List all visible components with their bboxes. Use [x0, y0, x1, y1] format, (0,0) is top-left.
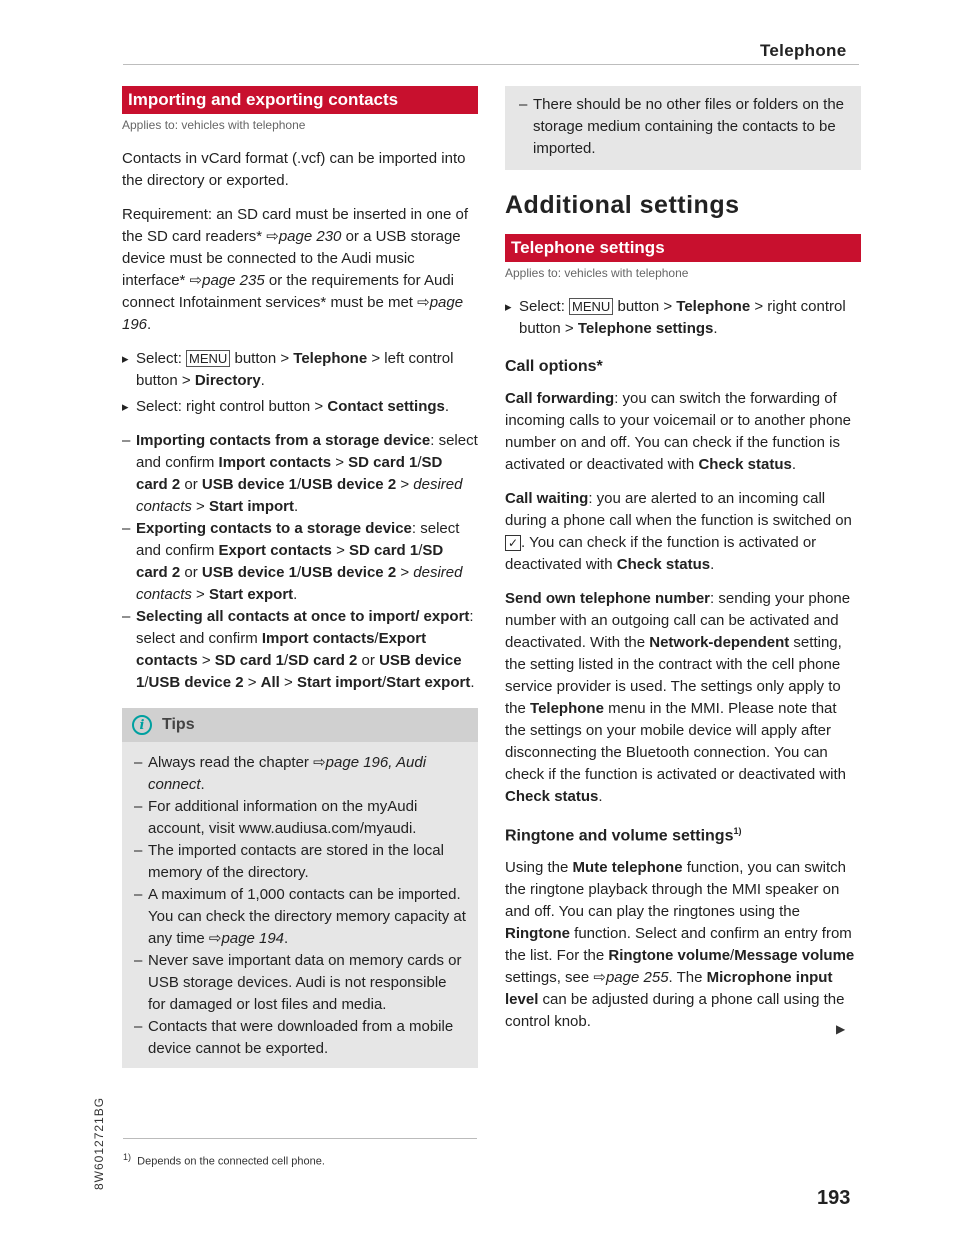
subheading-ringtone-volume: Ringtone and volume settings$^{1)}$ — [505, 826, 742, 845]
list-item: – Importing contacts from a storage device: select and confirm Import contacts > SD card 1/SD card 2 or USB device 1/USB device 2 > desired contacts > Start import. — [122, 430, 478, 518]
page-ref[interactable]: page 196 — [122, 294, 464, 333]
tips-title: Tips — [162, 716, 195, 733]
ref-arrow-icon: ⇨ — [417, 294, 430, 311]
right-column — [505, 86, 861, 1045]
document-id: 8W6012721BG — [92, 1096, 106, 1190]
page-ref[interactable]: page 194 — [221, 930, 285, 947]
continue-arrow-icon: ▶ — [836, 1022, 846, 1036]
call-waiting-paragraph: Call waiting: you are alerted to an incoming call during a phone call when the function is switched on ✓ . You can check if the function is activated or deactivated with Check status. — [505, 490, 852, 573]
step-select-directory: ▸ Select: MENU button > Telephone > left control button > Directory. — [122, 348, 478, 392]
continued-box — [505, 86, 861, 170]
page-ref[interactable]: page 230 — [278, 228, 342, 245]
page-number: 193 — [817, 1187, 851, 1209]
tip-item: – Always read the chapter ⇨page 196, Audi connect. — [134, 752, 466, 796]
step-select-telephone-settings: ▸ Select: MENU button > Telephone > right control button > Telephone settings. — [505, 296, 861, 340]
footnote-rule — [123, 1138, 477, 1139]
left-column — [122, 86, 478, 1068]
section-title: Telephone settings — [505, 234, 861, 262]
tip-item: – A maximum of 1,000 contacts can be imported. You can check the directory memory capacity at any time ⇨page 194. — [134, 884, 466, 950]
tip-item: – Never save important data on memory cards or USB storage devices. Audi is not responsible for damaged or lost files and media. — [134, 950, 466, 1016]
menu-key: MENU — [186, 350, 230, 367]
tips-header — [122, 708, 478, 742]
applies-note: Applies to: vehicles with telephone — [505, 266, 689, 280]
checkbox-icon: ✓ — [505, 535, 521, 551]
tip-item: – Contacts that were downloaded from a mobile device cannot be exported. — [134, 1016, 466, 1060]
tips-box — [122, 742, 478, 1068]
list-item: – Selecting all contacts at once to import/ export: select and confirm Import contacts/Export contacts > SD card 1/SD card 2 or USB device 1/USB device 2 > All > Start import/Start export. — [122, 606, 478, 694]
list-item: – There should be no other files or folders on the storage medium containing the contacts to be imported. — [519, 94, 847, 160]
running-title: Telephone — [760, 41, 847, 60]
step-contact-settings: ▸ Select: right control button > Contact settings. — [122, 396, 478, 418]
menu-key: MENU — [569, 298, 613, 315]
applies-note: Applies to: vehicles with telephone — [122, 118, 306, 132]
page-ref[interactable]: page 255 — [605, 969, 669, 987]
chapter-heading: Additional settings — [505, 191, 740, 219]
ref-arrow-icon: ⇨ — [266, 228, 279, 245]
footnote: $^{1)}$ Depends on the connected cell phone. — [123, 1152, 325, 1168]
ref-arrow-icon: ⇨ — [208, 930, 222, 947]
page-ref[interactable]: page 235 — [202, 272, 265, 289]
list-item: – Exporting contacts to a storage device: select and confirm Export contacts > SD card 1/SD card 2 or USB device 1/USB device 2 > desired contacts > Start export. — [122, 518, 478, 606]
call-forwarding-paragraph: Call forwarding: you can switch the forwarding of incoming calls to your voicemail or to another phone number on and off. You can check if the function is activated or deactivated with Check status. — [505, 390, 852, 473]
intro-paragraph: Contacts in vCard format (.vcf) can be imported into the directory or exported. — [122, 150, 466, 189]
tip-item: – The imported contacts are stored in the local memory of the directory. — [134, 840, 466, 884]
info-icon: i — [132, 715, 152, 735]
footnote-ref: 1) — [733, 826, 742, 836]
ref-arrow-icon: ⇨ — [189, 272, 203, 289]
page-ref[interactable]: page 196, Audi connect — [148, 754, 427, 793]
subheading-call-options: Call options* — [505, 358, 603, 375]
ref-arrow-icon: ⇨ — [313, 754, 326, 771]
section-title: Importing and exporting contacts — [122, 86, 478, 114]
tip-item: – For additional information on the myAudi account, visit www.audiusa.com/myaudi. — [134, 796, 466, 840]
ringtone-paragraph: Using the Mute telephone function, you can switch the ringtone playback through the MMI speaker on and off. You can play the ringtones using the Ringtone function. Select and confirm an entry from the list. For the Ringtone volume/Message volume settings, see ⇨page 255. The Microphone input level can be adjusted during a phone call using the control knob. — [505, 859, 855, 1031]
send-own-number-paragraph: Send own telephone number: sending your phone number with an outgoing call can be activated and deactivated. With the Network-dependent setting, the setting listed in the contract with the cell phone service provider is used. The settings only apply to the Telephone menu in the MMI. Please note that the settings on your mobile device will apply after disconnecting the Bluetooth connection. You can check if the function is activated or deactivated with Check status. — [505, 590, 851, 805]
header-rule — [123, 64, 859, 65]
requirement-paragraph: Requirement: an SD card must be inserted in one of the SD card readers* ⇨page 230 or a USB storage device must be connected to the Audi music interface* ⇨page 235 or the requirements for Audi connect Infotainment services* must be met ⇨page 196. — [122, 206, 469, 333]
ref-arrow-icon: ⇨ — [593, 969, 606, 987]
